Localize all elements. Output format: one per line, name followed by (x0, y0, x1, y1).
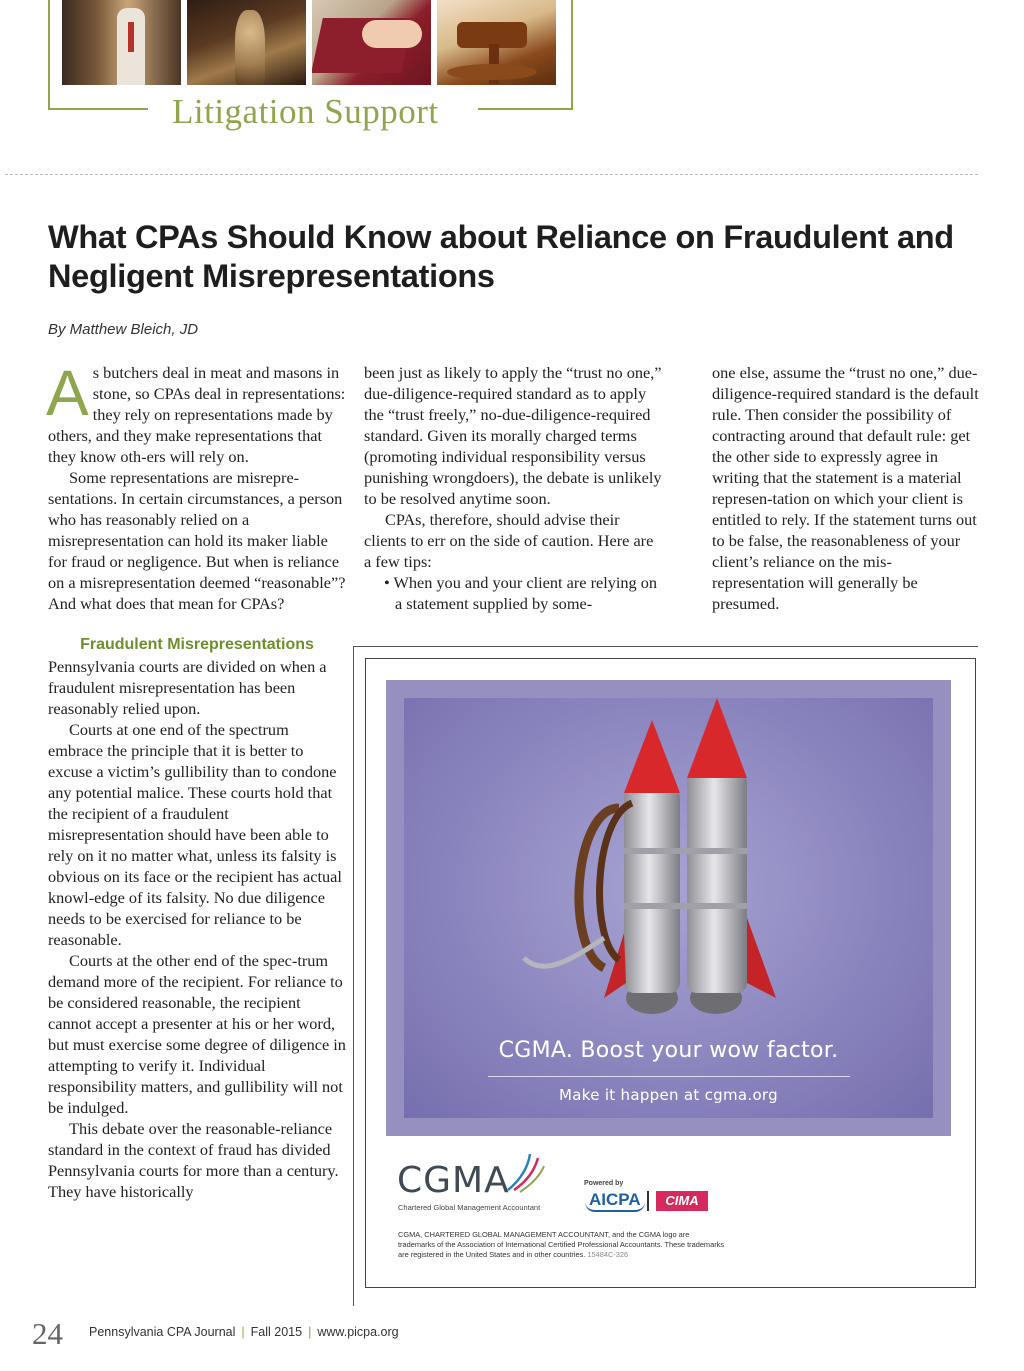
hand-on-bible-photo (312, 0, 431, 85)
paragraph: one else, assume the “trust no one,” due-diligence-required standard is the default rule. Then consider the possibility of contracting around that default rule: get the other side to expressly agree in writing that the statement is a material represen-tation on which your client is entitled to rely. If the statement turns out to be false, the reasonableness of your client’s reliance on the mis-representation will generally be presumed. (712, 363, 979, 613)
rocket-band (624, 848, 747, 854)
cgma-logo-subtitle: Chartered Global Management Accountant (398, 1203, 541, 1212)
rocket-body-left (624, 788, 680, 993)
ad-divider (488, 1076, 850, 1077)
journal-name: Pennsylvania CPA Journal (89, 1325, 236, 1339)
paragraph: been just as likely to apply the “trust no one,” due-diligence-required standard as to apply the “trust freely,” no-due-diligence-required standard. Given its morally charged terms (promoting individual responsibility versus punishing wrongdoers), the debate is unlikely to be resolved anytime soon. (364, 363, 662, 508)
bullet-item: • When you and your client are relying on a statement supplied by some- (384, 573, 658, 613)
page-footer (32, 1316, 932, 1352)
paragraph: Pennsylvania courts are divided on when a fraudulent misrepresentation has been reasonably relied upon. (48, 657, 327, 718)
article-title: What CPAs Should Know about Reliance on Fraudulent and Negligent Misrepresentations (48, 219, 954, 294)
gavel-block (447, 64, 537, 80)
header-photo-strip (62, 0, 562, 85)
gavel-photo (437, 0, 556, 85)
rocket-tip-right (687, 698, 747, 778)
header-frame-bottom-left (48, 108, 148, 110)
article-column-1 (46, 357, 346, 1202)
rocket-body-right (687, 773, 747, 993)
issue-label: Fall 2015 (250, 1325, 303, 1339)
ad-tagline: CGMA. Boost your wow factor. (498, 1038, 839, 1063)
byline: By Matthew Bleich, JD (48, 321, 199, 338)
paragraph: This debate over the reasonable-reliance standard in the context of fraud has divided Pennsylvania courts for more than a century. They have historically (48, 1119, 339, 1201)
necktie (128, 22, 134, 52)
logo-separator (647, 1191, 649, 1211)
page-number: 24 (32, 1316, 63, 1351)
header-frame-left (48, 0, 50, 110)
paragraph: CPAs, therefore, should advise their clients to err on the side of caution. Here are a few tips: (364, 510, 654, 571)
hand (362, 20, 422, 48)
legal-text: CGMA, CHARTERED GLOBAL MANAGEMENT ACCOUNTANT, and the CGMA logo are trademarks of the Association of International Certified Professional Accountants. These trademarks are registered in the United States and in other countries. (398, 1230, 725, 1259)
article-column-3 (712, 362, 980, 614)
rocket-band (624, 903, 747, 909)
rocket-tip-left (624, 720, 680, 793)
header-frame-right (571, 0, 573, 110)
powered-by-label: Powered by (584, 1180, 624, 1187)
ad-image (386, 680, 951, 1136)
footer-separator: | (241, 1325, 245, 1339)
ad-call-to-action[interactable]: Make it happen at cgma.org (559, 1086, 778, 1104)
website-link[interactable]: www.picpa.org (317, 1325, 399, 1339)
footer-text (89, 1325, 399, 1339)
dashed-divider (5, 174, 978, 175)
subheading: Fraudulent Misrepresentations (80, 636, 314, 653)
paragraph (46, 357, 346, 467)
drop-cap: A (46, 357, 89, 429)
cima-logo: CIMA (656, 1191, 708, 1211)
article-column-2 (364, 362, 664, 614)
paragraph: Courts at one end of the spectrum embrace the principle that it is better to excuse a victim’s gullibility than to condone any potential malice. These courts hold that the recipient of a fraudulent misrepresentation should have been able to rely on it no matter what, unless its falsity is obvious on its face or the recipient has actual knowl-edge of its falsity. No due diligence needs to be exercised for reliance to be reasonable. (48, 720, 342, 949)
paragraph: Some representations are misrepre-sentations. In certain circumstances, a person who has reasonably relied on a misrepresentation can hold its maker liable for fraud or negligence. But when is reliance on a misrepresentation deemed “reasonable”? And what does that mean for CPAs? (48, 468, 346, 613)
ad-code: 15484C-326 (587, 1250, 629, 1259)
statue-figure (235, 10, 265, 85)
section-title: Litigation Support (172, 92, 439, 131)
footer-separator: | (308, 1325, 312, 1339)
lady-justice-photo (187, 0, 306, 85)
header-frame-bottom-right (478, 108, 573, 110)
cgma-swoosh-icon (500, 1150, 545, 1195)
fin-right (747, 918, 776, 998)
paragraph-text: s butchers deal in meat and masons in stone, so CPAs deal in representations: they rely on representations made by others, and they make representations that they know oth-ers will rely on. (48, 363, 346, 466)
ad-legal-text (398, 1230, 728, 1260)
paragraph: Courts at the other end of the spec-trum demand more of the recipient. For reliance to be considered reasonable, the recipient cannot accept a presenter at his or her word, but must exercise some degree of diligence in attempting to verify it. Individual responsibility matters, and gullibility will not be indulged. (48, 951, 346, 1117)
ad-frame-left (353, 646, 354, 1306)
library-photo (62, 0, 181, 85)
aicpa-logo: AICPA (585, 1190, 645, 1212)
ad-frame-top (353, 646, 978, 647)
cgma-logo: CGMA (397, 1160, 510, 1201)
